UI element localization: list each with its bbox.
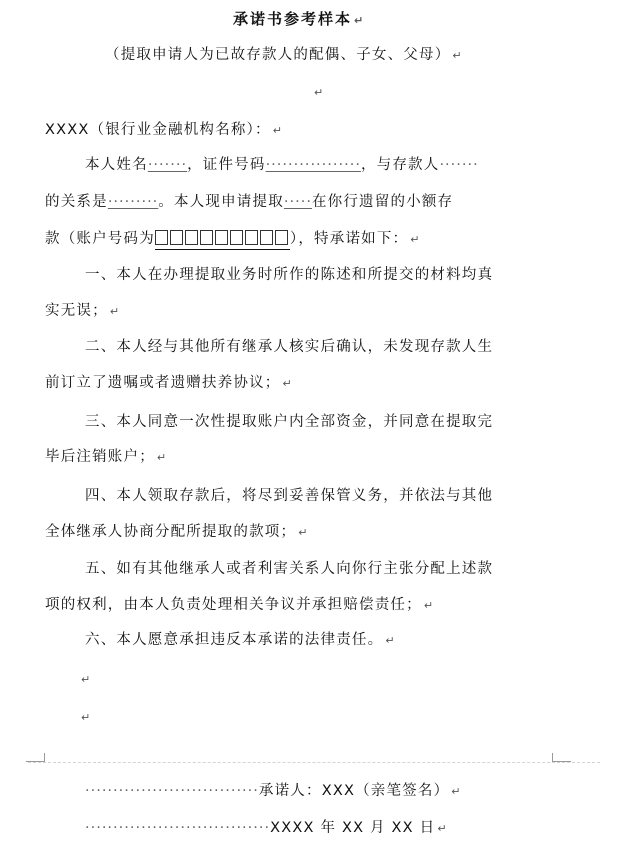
item-6-line: 六、本人愿意承担违反本承诺的法律责任。 ↵ <box>85 632 395 648</box>
addressee-line: XXXX（银行业金融机构名称）： ↵ <box>45 122 282 138</box>
empty-paragraph-mark: ↵ <box>81 673 91 686</box>
item-4-line-1: 四、本人领取存款后，将尽到妥善保管义务，并依法与其他 <box>85 488 494 504</box>
amount-blank: ····· <box>283 194 312 210</box>
item-1-line-1: 一、本人在办理提取业务时所作的陈述和所提交的材料均真 <box>85 267 494 283</box>
applicant-info-line-3: 款（账户号码为 ），特承诺如下： ↵ <box>45 227 419 250</box>
id-number-blank: ················· <box>265 157 361 173</box>
margin-corner-mark-left <box>26 753 45 762</box>
item-2-line-2: 前订立了遗嘱或者遗赠扶养协议； ↵ <box>45 375 292 391</box>
applicant-info-line-1: 本人姓名·······，证件号码·················，与存款人······· <box>85 157 479 173</box>
item-5-line-1: 五、如有其他继承人或者利害关系人向你行主张分配上述款 <box>85 561 494 577</box>
applicant-info-line-2: 的关系是·········。本人现申请提取·····在你行遗留的小额存 <box>45 194 454 210</box>
empty-paragraph-mark: ↵ <box>314 86 324 99</box>
item-1-line-2: 实无误； ↵ <box>45 303 120 319</box>
empty-paragraph-mark: ↵ <box>81 711 91 724</box>
account-number-boxes <box>155 230 290 250</box>
relation-blank: ········· <box>107 194 159 210</box>
item-3-line-2: 毕后注销账户； ↵ <box>45 449 167 465</box>
item-5-line-2: 项的权利，由本人负责处理相关争议并承担赔偿责任； ↵ <box>45 597 434 613</box>
item-3-line-1: 三、本人同意一次性提取账户内全部资金，并同意在提取完 <box>85 414 494 430</box>
document-subtitle: （提取申请人为已故存款人的配偶、子女、父母） ↵ <box>105 47 462 63</box>
name-blank: ······· <box>147 157 188 173</box>
page-break-line <box>28 762 600 763</box>
signer-line: ·······························承诺人：XXX（亲笔签名） ↵ <box>85 783 461 799</box>
date-line: ·································XXXX 年 XX 月 XX 日 ↵ <box>85 820 447 836</box>
margin-corner-mark-right <box>552 753 571 762</box>
document-title: 承诺书参考样本 ↵ <box>233 10 364 28</box>
item-4-line-2: 全体继承人协商分配所提取的款项； ↵ <box>45 524 308 540</box>
item-2-line-1: 二、本人经与其他所有继承人核实后确认，未发现存款人生 <box>85 339 494 355</box>
